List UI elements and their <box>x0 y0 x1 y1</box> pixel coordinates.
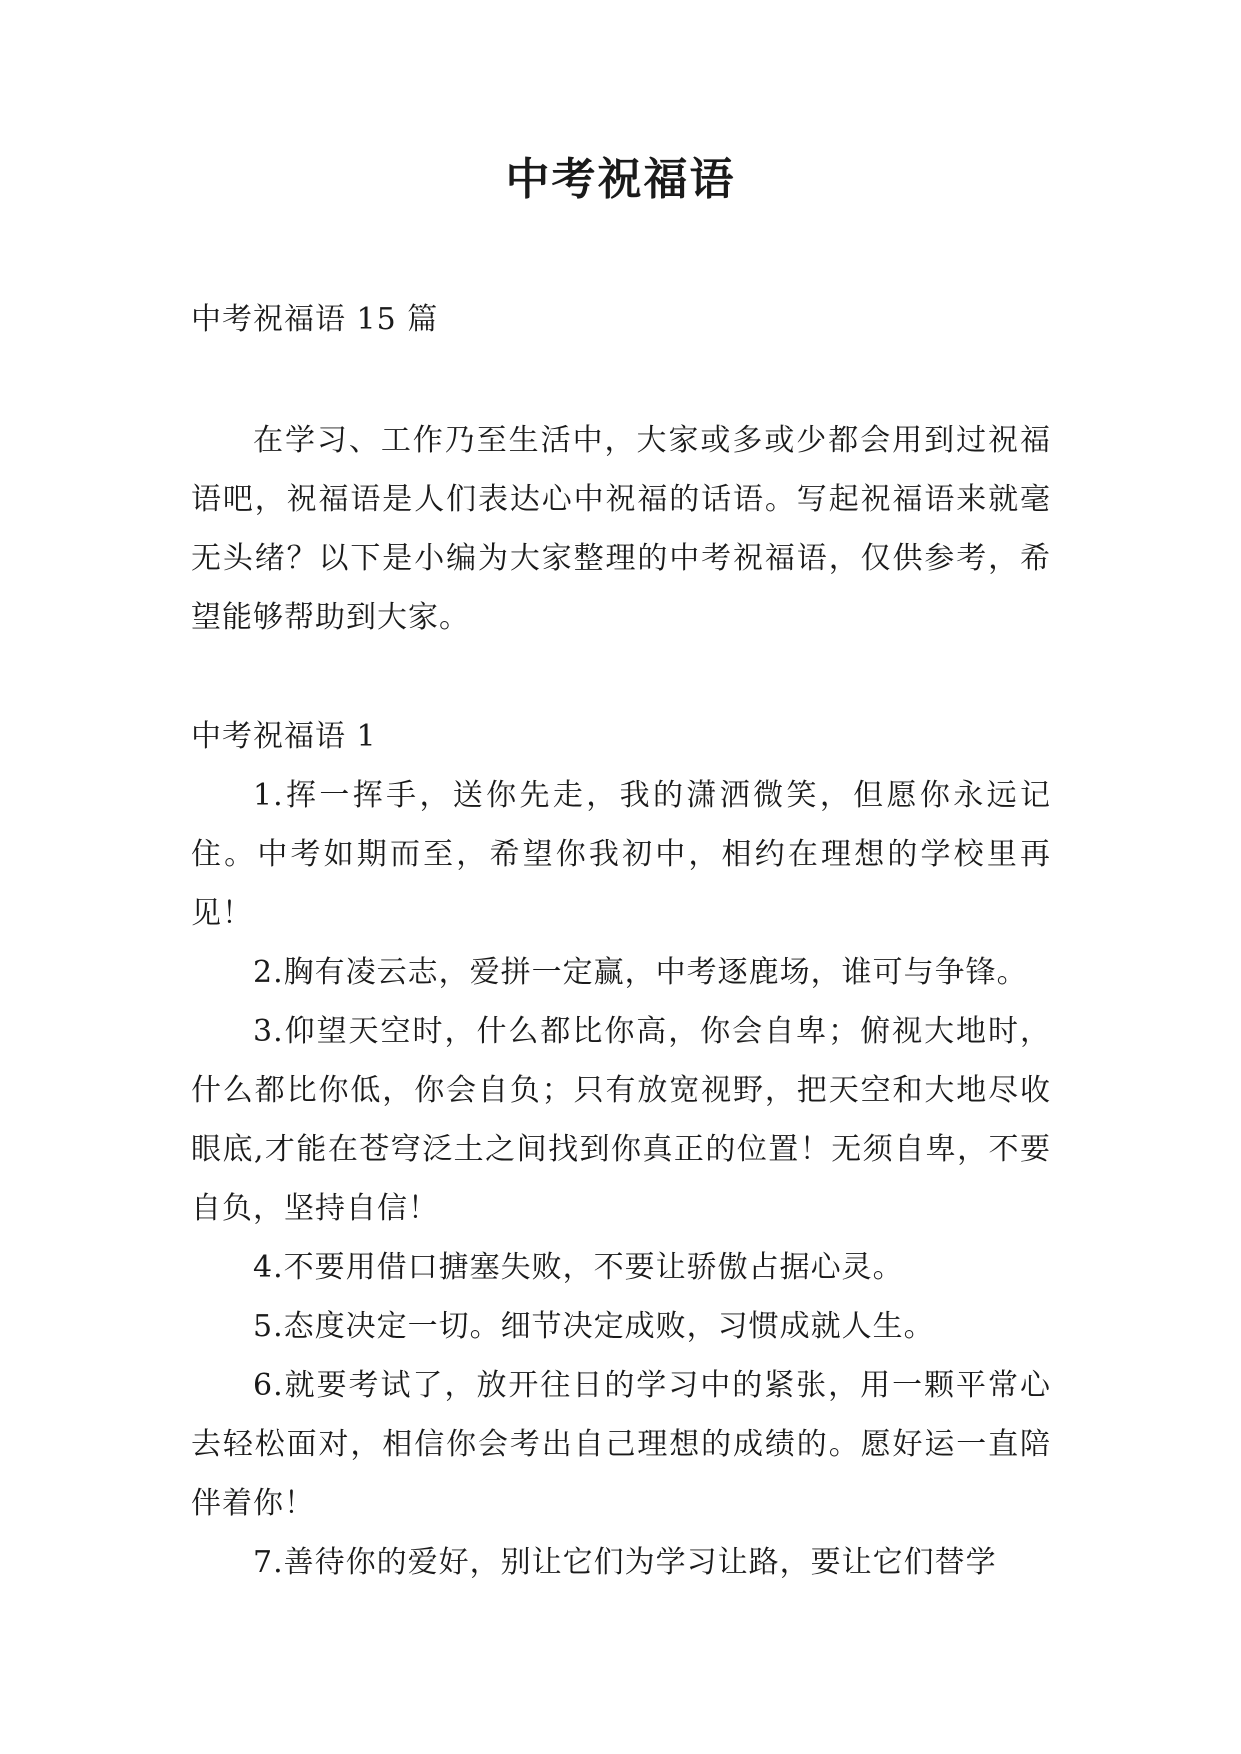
document-body <box>191 290 1051 1592</box>
document-title: 中考祝福语 <box>505 154 736 205</box>
list-item: 7.善待你的爱好，别让它们为学习让路，要让它们替学 <box>253 1545 997 1580</box>
list-item: 1.挥一挥手，送你先走，我的潇洒微笑，但愿你永远记住。中考如期而至，希望你我初中，相约在理想的学校里再见！ <box>191 778 1051 931</box>
list-item: 4.不要用借口搪塞失败，不要让骄傲占据心灵。 <box>253 1250 904 1285</box>
list-item: 2.胸有凌云志，爱拼一定赢，中考逐鹿场，谁可与争锋。 <box>253 955 1028 990</box>
document-subtitle: 中考祝福语 15 篇 <box>191 302 439 337</box>
section-title: 中考祝福语 1 <box>191 719 377 754</box>
intro-paragraph: 在学习、工作乃至生活中，大家或多或少都会用到过祝福语吧，祝福语是人们表达心中祝福的话语。写起祝福语来就毫无头绪？以下是小编为大家整理的中考祝福语，仅供参考，希望能够帮助到大家。 <box>191 423 1051 635</box>
list-item: 6.就要考试了，放开往日的学习中的紧张，用一颗平常心去轻松面对，相信你会考出自己理想的成绩的。愿好运一直陪伴着你！ <box>191 1368 1051 1521</box>
list-item: 5.态度决定一切。细节决定成败，习惯成就人生。 <box>253 1309 935 1344</box>
list-item: 3.仰望天空时，什么都比你高，你会自卑；俯视大地时，什么都比你低，你会自负；只有放宽视野，把天空和大地尽收眼底,才能在苍穹泛土之间找到你真正的位置！无须自卑，不要自负，坚持自信！ <box>191 1014 1051 1226</box>
